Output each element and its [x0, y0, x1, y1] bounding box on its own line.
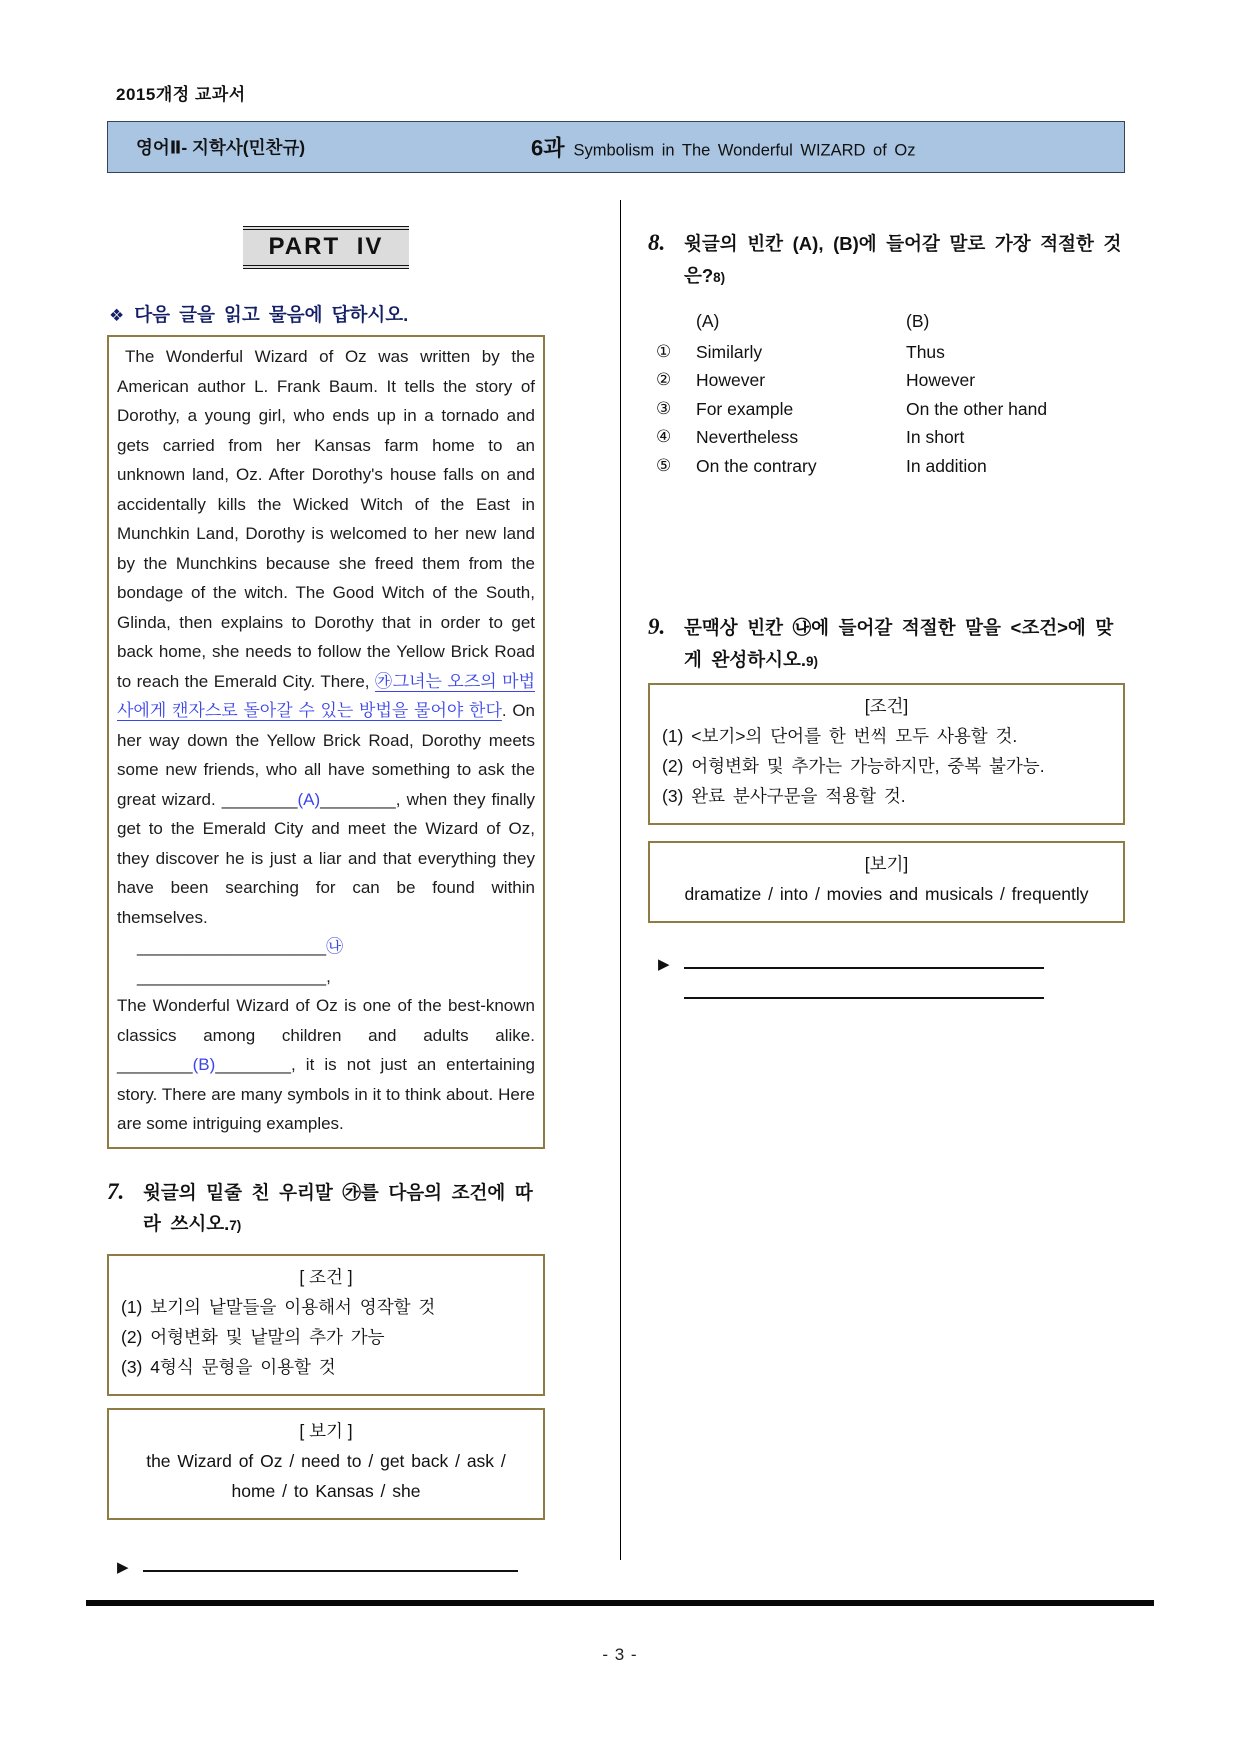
passage-paragraph-2 — [117, 991, 535, 1139]
q7-example-box — [107, 1408, 545, 1520]
option-b-value: In short — [906, 427, 965, 447]
column-divider — [620, 200, 621, 1560]
passage-text-segment: ________, when they finally get to the Emerald City and meet the Wizard of Oz, they discover he is just a liar and that everything they have been searching for can be found within themselves. — [117, 789, 535, 927]
header-subject: 영어Ⅱ- 지학사(민찬규) — [136, 137, 306, 158]
passage-text-segment: The Wonderful Wizard of Oz is one of the best-known classics among children and adults alike. ________ — [117, 996, 535, 1074]
q7-condition-box — [107, 1254, 545, 1396]
unit-title: Symbolism in The Wonderful WIZARD of Oz — [573, 141, 916, 160]
q9-condition-item-1: (1) <보기>의 단어를 한 번씩 모두 사용할 것. — [662, 726, 1018, 746]
question-8-header — [648, 228, 1125, 293]
question-9-header — [648, 612, 1125, 677]
question-8-text — [684, 228, 1125, 293]
question-7-text — [143, 1177, 545, 1242]
q7-condition-item-3: (3) 4형식 문형을 이용할 것 — [121, 1356, 336, 1377]
part-heading-wrap — [107, 226, 545, 269]
passage-highlight-segment: ㉯ — [326, 937, 344, 956]
q8-options — [648, 307, 1125, 480]
option-a-value: Similarly — [696, 341, 763, 362]
passage-paragraph-1 — [117, 342, 535, 932]
part-heading: PART IV — [243, 226, 410, 269]
option-a-value: For example — [696, 398, 794, 419]
question-8-text-body: 윗글의 빈칸 (A), (B)에 들어갈 말로 가장 적절한 것은? — [684, 233, 1122, 286]
option-a-value: On the contrary — [696, 455, 817, 476]
q9-condition-item-3: (3) 완료 분사구문을 적용할 것. — [662, 786, 906, 806]
q9-condition-box — [648, 683, 1125, 825]
q7-condition-item-1: (1) 보기의 낱말들을 이용해서 영작할 것 — [121, 1296, 436, 1317]
left-column — [107, 200, 545, 1602]
instruction-text: 다음 글을 읽고 물음에 답하시오. — [134, 304, 409, 325]
section-instruction — [109, 301, 545, 327]
page-number: - 3 - — [602, 1645, 638, 1664]
option-b-value: Thus — [906, 341, 945, 362]
q8-option-5 — [656, 452, 1125, 481]
question-9-text — [684, 612, 1125, 677]
option-number: ③ — [656, 398, 672, 418]
unit-number: 6과 — [531, 135, 565, 161]
q7-answer-area — [107, 1556, 545, 1602]
question-8 — [648, 228, 1125, 480]
answer-line — [143, 1556, 518, 1572]
passage-blank-line — [117, 932, 535, 991]
q9-condition-item-2: (2) 어형변화 및 추가는 가능하지만, 중복 불가능. — [662, 756, 1045, 776]
answer-line — [684, 969, 1044, 999]
passage-text-segment: . On her way down the Yellow Brick Road, Dorothy meets some new friends, who all have something to ask the great wizard. ________ — [117, 701, 535, 809]
passage-text-segment: ________, it is not just an entertaining story. There are many symbols in it to think about. Here are some intriguing examples. — [117, 1055, 535, 1133]
passage-text-segment: The Wonderful Wizard of Oz was written by the American author L. Frank Baum. It tells the story of Dorothy, a young girl, who ends up in a tornado and gets carried from her Kansas farm home to an unknown land, Oz. After Dorothy's house falls on and accidentally kills the Wicked Witch of the East in Munchkin Land, Dorothy is welcomed to her new land by the Munchkins because she freed them from the bondage of the witch. The Good Witch of the South, Glinda, then explains to Dorothy that in order to get back home, she needs to follow the Yellow Brick Road to reach the Emerald City. There, — [117, 347, 535, 691]
answer-line — [143, 1572, 518, 1602]
q9-answer-area — [648, 953, 1125, 999]
option-b-value: However — [906, 370, 976, 390]
option-number: ② — [656, 370, 672, 389]
question-8-number: 8. — [648, 230, 666, 255]
passage-text-segment: ____________________, — [137, 966, 331, 986]
q7-example-title: [ 보기 ] — [299, 1420, 353, 1441]
header-unit — [531, 132, 915, 163]
passage-highlight-segment: (A) — [297, 789, 321, 809]
reading-passage-box — [107, 335, 545, 1149]
question-9 — [648, 612, 1125, 999]
edition-note: 2015개정 교과서 — [116, 85, 246, 104]
option-a-value: However — [696, 370, 766, 390]
option-b-value: On the other hand — [906, 398, 1048, 419]
footnote-marker-7: 7) — [229, 1218, 242, 1233]
q8-option-4 — [656, 423, 1125, 452]
option-number: ① — [656, 341, 672, 361]
diamond-icon: ❖ — [109, 306, 125, 325]
passage-text-segment: ____________________ — [137, 937, 327, 956]
q9-example-content: dramatize / into / movies and musicals / frequently — [684, 884, 1089, 904]
question-7-number: 7. — [107, 1178, 125, 1204]
q7-condition-item-2: (2) 어형변화 및 낱말의 추가 가능 — [121, 1326, 385, 1347]
q9-condition-title: [조건] — [864, 696, 909, 716]
option-a-value: Nevertheless — [696, 427, 799, 447]
right-column — [648, 200, 1125, 999]
q7-answer-lines — [143, 1556, 518, 1602]
q7-condition-title: [ 조건 ] — [299, 1266, 353, 1287]
passage-highlight-segment: ㉮그녀는 오즈의 마법사에게 캔자스로 돌아갈 수 있는 방법을 물어야 한다 — [117, 671, 535, 720]
header-bar — [107, 121, 1125, 173]
question-9-number: 9. — [648, 614, 666, 639]
answer-arrow-icon: ▶ — [658, 956, 670, 973]
q9-example-box — [648, 841, 1125, 923]
q8-option-1 — [656, 338, 1125, 367]
q8-option-3 — [656, 395, 1125, 424]
option-number: ⑤ — [656, 455, 672, 475]
options-header-spacer — [656, 307, 696, 336]
option-b-value: In addition — [906, 455, 987, 476]
answer-arrow-icon: ▶ — [117, 1558, 129, 1576]
answer-line — [684, 953, 1044, 969]
q8-option-2 — [656, 366, 1125, 395]
column-a-header: (A) — [696, 311, 720, 331]
question-7 — [107, 1177, 545, 1602]
passage-highlight-segment: (B) — [192, 1055, 216, 1074]
question-9-text-body: 문맥상 빈칸 ㉯에 들어갈 적절한 말을 <조건>에 맞게 완성하시오. — [684, 617, 1114, 670]
q8-options-header — [656, 307, 1125, 336]
footer-rule — [86, 1600, 1154, 1606]
q9-example-title: [보기] — [864, 854, 909, 874]
question-7-text-body: 윗글의 밑줄 친 우리말 ㉮를 다음의 조건에 따라 쓰시오. — [143, 1181, 533, 1234]
q7-example-content: the Wizard of Oz / need to / get back / ask / home / to Kansas / she — [146, 1450, 506, 1501]
question-7-header — [107, 1177, 545, 1242]
footnote-marker-8: 8) — [713, 269, 726, 285]
footnote-marker-9: 9) — [806, 653, 819, 669]
q9-answer-lines — [684, 953, 1044, 999]
column-b-header: (B) — [906, 311, 930, 331]
option-number: ④ — [656, 427, 672, 446]
